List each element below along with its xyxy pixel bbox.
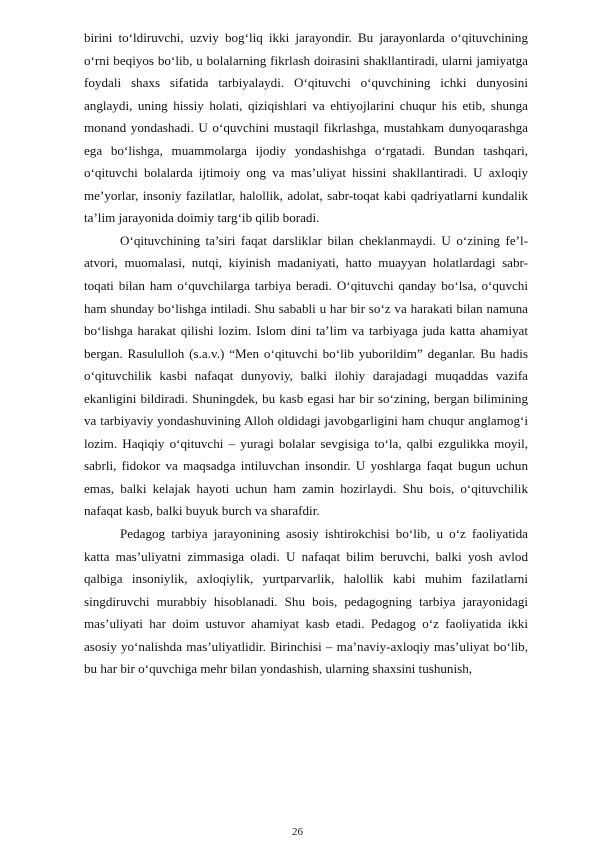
paragraph-pedagog-responsibility: Pedagog tarbiya jarayonining asosiy ishtirokchisi bo‘lib, u o‘z faoliyatida katta mas’uliyatni zimmasiga oladi. U nafaqat bilim beruvchi, balki yosh avlod qalbiga insoniylik, axloqiylik, yurtparvarlik, halollik kabi muhim fazilatlarni singdiruvchi murabbiy hisoblanadi. Shu bois, pedagogning tarbiya jarayonidagi mas’uliyati har doim ustuvor ahamiyat kasb etadi. Pedagog o‘z faoliyatida ikki asosiy yo‘nalishda mas’uliyatlidir. Birinchisi – ma’naviy-axloqiy mas’uliyat bo‘lib, bu har bir o‘quvchiga mehr bilan yondashish, ularning shaxsini tushunish, (84, 526, 528, 677)
paragraph-teacher-influence: O‘qituvchining ta’siri faqat darsliklar bilan cheklanmaydi. U o‘zining fe’l-atvori, muomalasi, nutqi, kiyinish madaniyati, hatto muayyan holatlardagi sabr-toqati bilan ham o‘quvchilarga tarbiya beradi. O‘qituvchi qanday bo‘lsa, o‘quvchi ham shunday bo‘lishga intiladi. Shu sababli u har bir so‘z va harakati bilan namuna bo‘lishga harakat qilishi lozim. Islom dini ta’lim va tarbiyaga juda katta ahamiyat bergan. Rasululloh (s.a.v.) “Men o‘qituvchi bo‘lib yuborildim” deganlar. Bu hadis o‘qituvchilik kasbi nafaqat dunyoviy, balki ilohiy darajadagi muqaddas vazifa ekanligini bildiradi. Shuningdek, bu kasb egasi har bir so‘zining, bergan bilimining va tarbiyaviy yondashuvining Alloh oldidagi javobgarligini ham chuqur anglamog‘i lozim. Haqiqiy o‘qituvchi – yuragi bolalar sevgisiga to‘la, qalbi ezgulikka moyil, sabrli, fidokor va maqsadga intiluvchan insondir. U yoshlarga faqat bugun uchun emas, balki kelajak hayoti uchun ham zamin hozirlaydi. Shu bois, o‘qituvchilik nafaqat kasb, balki buyuk burch va sharafdir. (84, 232, 528, 519)
paragraph-continuation: birini to‘ldiruvchi, uzviy bog‘liq ikki jarayondir. Bu jarayonlarda o‘qituvchining o‘rni beqiyos bo‘lib, u bolalarning fikrlash doirasini shakllantiradi, ularni jamiyatga foydali shaxs sifatida tarbiyalaydi. O‘qituvchi o‘quvchining ichki dunyosini anglaydi, uning hissiy holati, qiziqishlari va ehtiyojlarini chuqur his etib, shunga monand yondashadi. U o‘quvchini mustaqil fikrlashga, mustahkam dunyoqarashga ega bo‘lishga, muammolarga ijodiy yondashishga o‘rgatadi. Bundan tashqari, o‘qituvchi bolalarda ijtimoiy ong va mas’uliyat hissini shakllantiradi. U axloqiy me’yorlar, insoniy fazilatlar, halollik, adolat, sabr-toqat kabi qadriyatlarni kundalik ta’lim jarayonida doimiy targ‘ib qilib boradi. (84, 30, 528, 226)
page-number: 26 (292, 826, 303, 838)
body-text (84, 27, 528, 681)
